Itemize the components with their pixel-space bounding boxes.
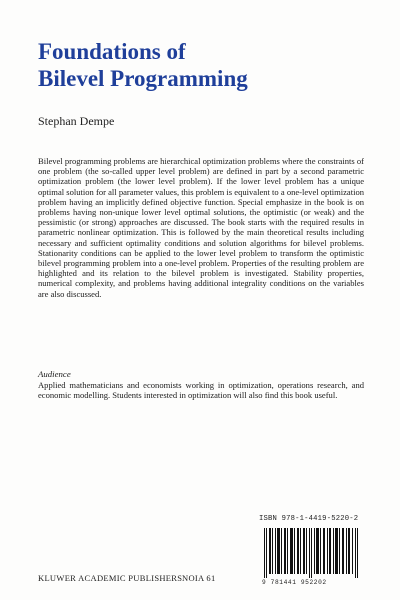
book-description: Bilevel programming problems are hierarchical optimization problems where the constraints of one problem (the so-called upper level problem) are defined in part by a second parametric optimization problem (the lower level problem). If the lower level problem has a unique optimal solution for all parameter values, this problem is equivalent to a one-level optimization problem having an implicitly defined objective function. Special emphasize in the book is on problems having non-unique lower level optimal solutions, the optimistic (or weak) and the pessimistic (or strong) approaches are discussed. The book starts with the required results in parametric nonlinear optimization. This is followed by the main theoretical results including necessary and sufficient optimality conditions and solution algorithms for bilevel problems. Stationarity conditions can be applied to the lower level problem to transform the optimistic bilevel programming problem into a one-level problem. Properties of the resulting problem are highlighted and its relation to the bilevel problem is investigated. Stability properties, numerical complexity, and problems having additional integrality conditions on the variables are also discussed. <box>38 156 364 299</box>
barcode-image <box>264 528 360 578</box>
book-title-line-2: Bilevel Programming <box>38 66 248 91</box>
publisher-name: KLUWER ACADEMIC PUBLISHERS <box>38 573 183 583</box>
book-author: Stephan Dempe <box>38 114 115 128</box>
book-title-line-1: Foundations of <box>38 39 186 64</box>
audience-text: Applied mathematicians and economists working in optimization, operations research, and economic modelling. Students interested in optimization will also find this book useful. <box>38 380 364 401</box>
audience-heading: Audience <box>38 369 71 379</box>
series-number: NOIA 61 <box>182 573 216 583</box>
barcode-digits: 9 781441 952202 <box>262 579 327 586</box>
book-title <box>38 38 368 92</box>
isbn-label: ISBN 978-1-4419-5220-2 <box>259 515 359 523</box>
